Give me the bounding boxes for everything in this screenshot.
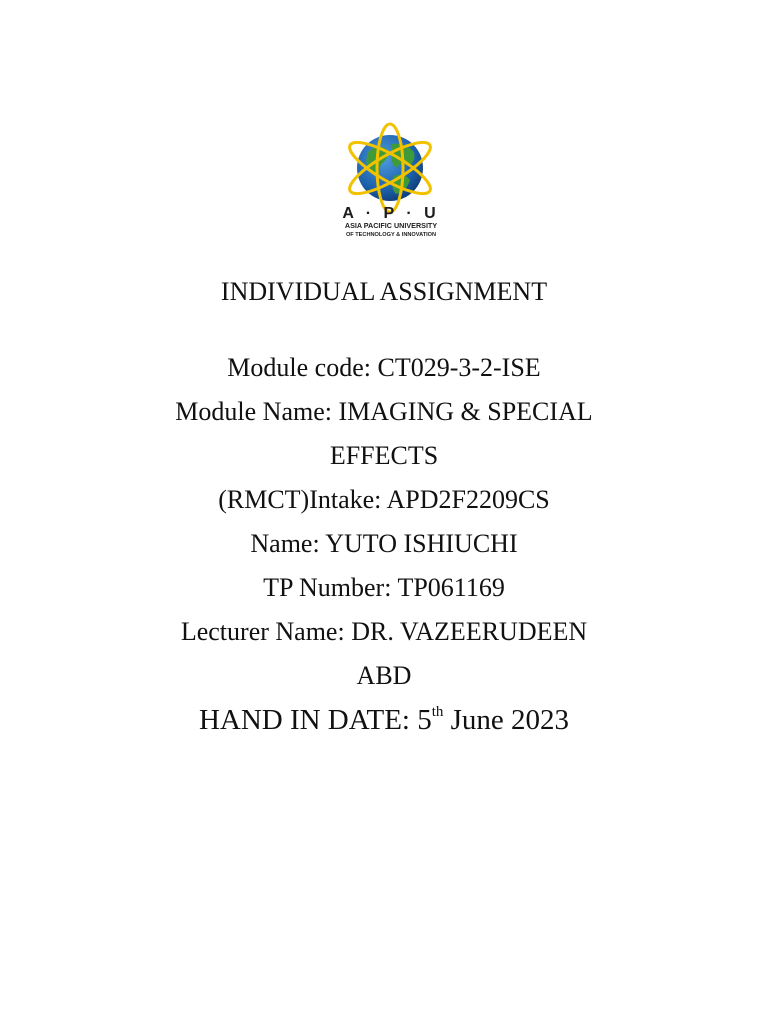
module-name-value: IMAGING & SPECIAL xyxy=(338,397,593,426)
logo-line-1: ASIA PACIFIC UNIVERSITY xyxy=(344,221,438,230)
lecturer-value: DR. VAZEERUDEEN xyxy=(351,617,588,646)
assignment-title-text: INDIVIDUAL ASSIGNMENT xyxy=(220,277,548,306)
student-name-value: YUTO ISHIUCHI xyxy=(325,529,518,558)
module-name-value-cont: EFFECTS xyxy=(329,441,439,470)
intake-line xyxy=(0,484,768,516)
logo-line-2: OF TECHNOLOGY & INNOVATION xyxy=(345,232,437,238)
lecturer-label: Lecturer Name: xyxy=(180,617,345,646)
tp-number-label: TP Number: xyxy=(263,573,392,602)
hand-in-date-value xyxy=(417,704,569,736)
hand-in-date-line xyxy=(0,702,768,738)
hand-in-month-year: June 2023 xyxy=(450,704,570,736)
lecturer-line-2 xyxy=(0,660,768,692)
student-name-line xyxy=(0,528,768,560)
lecturer-value-cont: ABD xyxy=(356,661,412,690)
assignment-title xyxy=(0,276,768,308)
intake-value: APD2F2209CS xyxy=(386,485,550,514)
module-name-line-2 xyxy=(0,440,768,472)
module-code-line xyxy=(0,352,768,384)
intake-label: (RMCT)Intake: xyxy=(218,485,382,514)
module-code-label: Module code: xyxy=(227,353,371,382)
hand-in-day-suffix: th xyxy=(431,704,444,721)
module-name-label: Module Name: xyxy=(175,397,332,426)
module-name-line xyxy=(0,396,768,428)
lecturer-line xyxy=(0,616,768,648)
apu-logo xyxy=(330,122,452,240)
module-code-value: CT029-3-2-ISE xyxy=(377,353,541,382)
hand-in-date-label: HAND IN DATE: xyxy=(198,704,410,736)
tp-number-value: TP061169 xyxy=(397,573,505,602)
tp-number-line xyxy=(0,572,768,604)
hand-in-day: 5 xyxy=(417,704,432,736)
student-name-label: Name: xyxy=(250,529,320,558)
apu-logo-graphic xyxy=(330,122,452,240)
logo-letters: A · P · U xyxy=(342,205,440,222)
